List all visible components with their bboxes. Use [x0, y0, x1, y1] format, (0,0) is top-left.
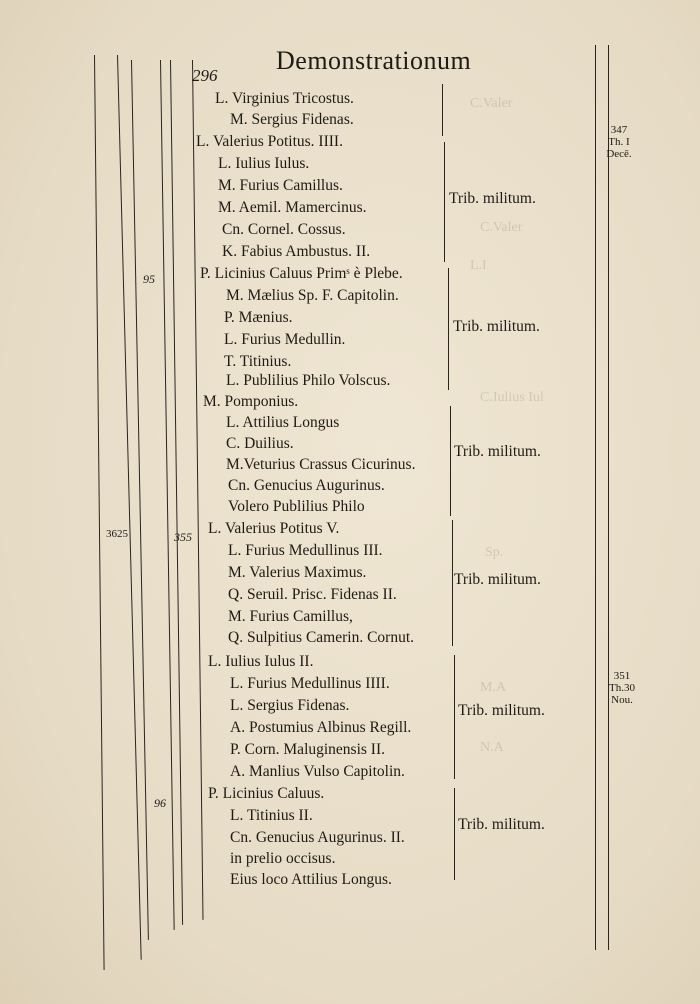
magistrate-name: Q. Seruil. Prisc. Fidenas II.: [228, 586, 397, 603]
magistrate-name: M.Veturius Crassus Cicurinus.: [226, 456, 416, 473]
bracket: [450, 406, 451, 516]
margin-date-number: 3625: [106, 528, 128, 540]
margin-year-number: 95: [143, 272, 155, 286]
magistrate-name: M. Mælius Sp. F. Capitolin.: [226, 287, 399, 304]
magistrate-name: in prelio occisus.: [230, 850, 336, 867]
note-line: 347: [610, 124, 628, 136]
magistrate-name: Cn. Genucius Augurinus.: [228, 477, 385, 494]
bracket: [454, 788, 455, 880]
magistrate-name: L. Titinius II.: [230, 807, 313, 824]
bleed-through: L.I: [470, 258, 487, 273]
magistrate-name: Cn. Genucius Augurinus. II.: [230, 829, 405, 846]
margin-year-number: 96: [154, 796, 166, 810]
magistrate-name: C. Duilius.: [226, 435, 294, 452]
tribunes-label: Trib. militum.: [458, 702, 545, 719]
magistrate-name: Q. Sulpitius Camerin. Cornut.: [228, 629, 414, 646]
margin-year-number: 355: [174, 530, 192, 544]
bleed-through: M.A: [480, 680, 507, 695]
magistrate-name: M. Pomponius.: [203, 393, 299, 410]
rule-line: [595, 45, 596, 950]
magistrate-name: L. Virginius Tricostus.: [215, 90, 354, 107]
magistrate-name: A. Manlius Vulso Capitolin.: [230, 763, 405, 780]
note-line: Decē.: [606, 148, 632, 160]
magistrate-name: Eius loco Attilius Longus.: [230, 871, 392, 888]
magistrate-name: P. Licinius Caluus.: [208, 785, 325, 802]
magistrate-name: L. Iulius Iulus II.: [208, 653, 314, 670]
tribunes-label: Trib. militum.: [453, 318, 540, 335]
magistrate-name: L. Furius Medullinus III.: [228, 542, 383, 559]
magistrate-name: K. Fabius Ambustus. II.: [222, 243, 371, 260]
magistrate-name: M. Valerius Maximus.: [228, 564, 367, 581]
bracket: [442, 84, 443, 136]
magistrate-name: L. Valerius Potitus V.: [208, 520, 340, 537]
magistrate-name: L. Furius Medullinus IIII.: [230, 675, 390, 692]
running-title: Demonstrationum: [276, 46, 472, 75]
rule-line: [117, 55, 142, 960]
note-line: 351: [613, 670, 631, 682]
bracket: [444, 142, 445, 262]
magistrate-name: M. Aemil. Mamercinus.: [218, 199, 367, 216]
bleed-through: N.A: [480, 740, 504, 755]
magistrate-name: M. Furius Camillus.: [218, 177, 343, 194]
magistrate-name: L. Furius Medullin.: [224, 331, 346, 348]
magistrate-name: P. Licinius Caluus Primˢ è Plebe.: [200, 265, 403, 282]
bleed-through: C.Iulius Iul: [480, 390, 544, 405]
magistrate-name: P. Corn. Maluginensis II.: [230, 741, 385, 758]
magistrate-name: L. Valerius Potitus. IIII.: [196, 133, 343, 150]
tribunes-label: Trib. militum.: [454, 443, 541, 460]
rule-line: [131, 60, 149, 940]
magistrate-name: Cn. Cornel. Cossus.: [222, 221, 346, 238]
bleed-through: Sp.: [485, 545, 504, 560]
magistrate-name: L. Attilius Longus: [226, 414, 340, 431]
note-line: Th.30: [609, 682, 635, 694]
page-number: 296: [192, 66, 218, 85]
magistrate-name: Volero Publilius Philo: [228, 498, 365, 515]
margin-date-note: [601, 124, 637, 160]
tribunes-label: Trib. militum.: [449, 190, 536, 207]
magistrate-name: A. Postumius Albinus Regill.: [230, 719, 412, 736]
magistrate-name: T. Titinius.: [224, 353, 292, 370]
margin-date-note: [604, 670, 640, 706]
magistrate-name: M. Furius Camillus,: [228, 608, 353, 625]
magistrate-name: L. Publilius Philo Volscus.: [226, 372, 391, 389]
note-line: Th. I: [608, 136, 630, 148]
magistrate-name: L. Sergius Fidenas.: [230, 697, 350, 714]
bleed-through: C.Valer: [470, 96, 513, 111]
magistrate-name: L. Iulius Iulus.: [218, 155, 310, 172]
rule-line: [94, 55, 105, 970]
magistrate-name: P. Mænius.: [224, 309, 293, 326]
bracket: [452, 520, 453, 646]
bracket: [454, 655, 455, 779]
magistrate-name: M. Sergius Fidenas.: [230, 111, 354, 128]
bracket: [448, 268, 449, 390]
tribunes-label: Trib. militum.: [454, 571, 541, 588]
tribunes-label: Trib. militum.: [458, 816, 545, 833]
rule-line: [192, 60, 204, 920]
rule-line: [608, 45, 609, 950]
note-line: Nou.: [611, 694, 633, 706]
bleed-through: C.Valer: [480, 220, 523, 235]
